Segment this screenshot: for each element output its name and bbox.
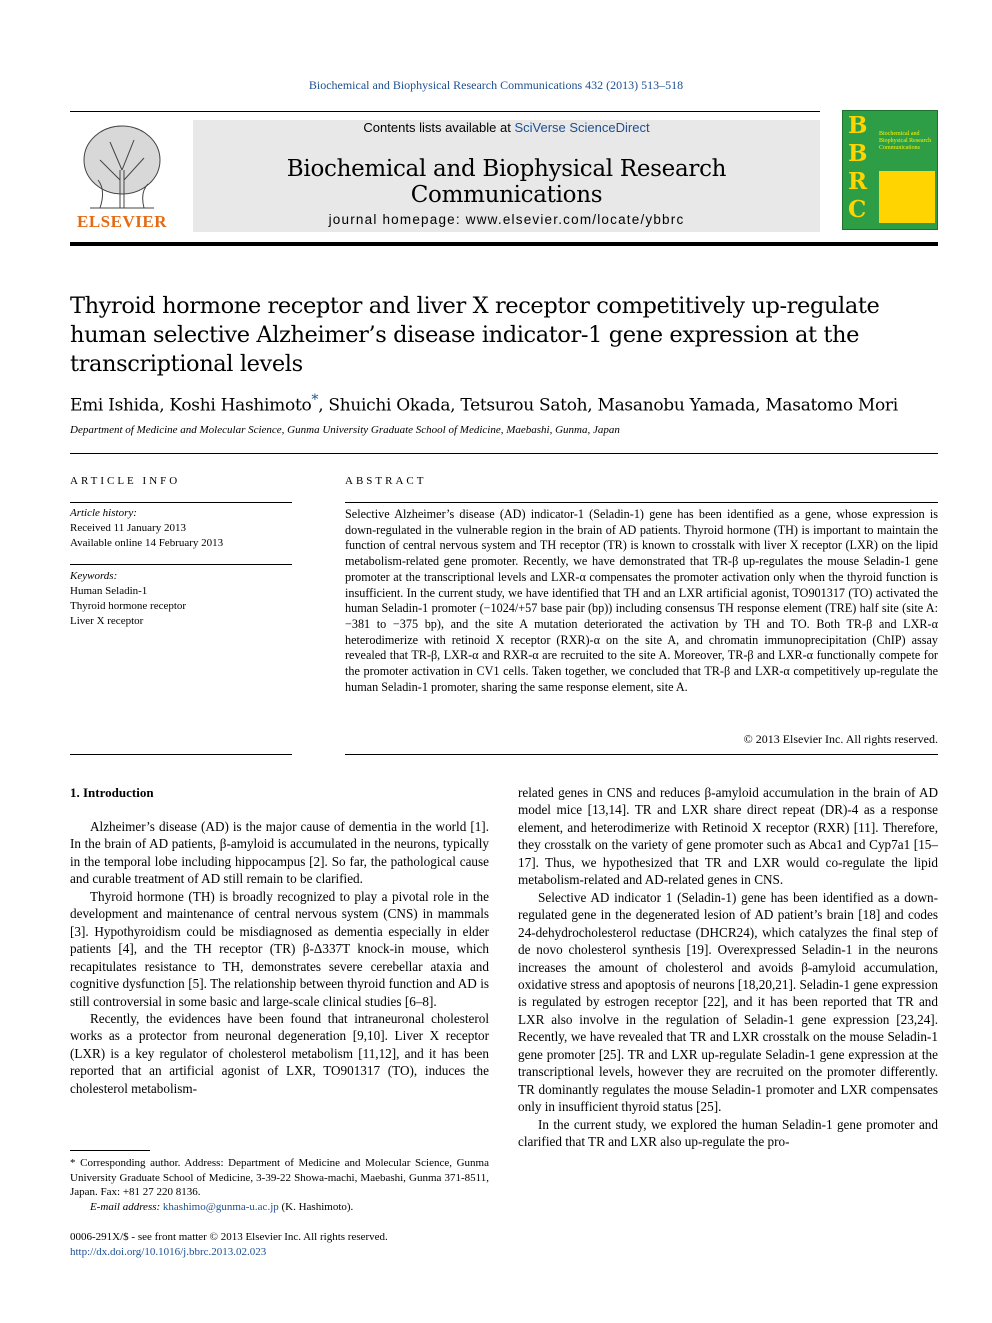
paragraph: Alzheimer’s disease (AD) is the major cause of dementia in the world [1]. In the brain of AD patients, β-amyloid is accumulated in the neurons, typically in the temporal lobe including hippocampus [2]. So far, the pathological cause and curable treatment of AD still remain to be clarified. [70,819,489,887]
received-date: Received 11 January 2013 [70,522,186,534]
section-rule [70,453,938,454]
info-rule [70,564,292,565]
keyword: Thyroid hormone receptor [70,600,187,612]
journal-cover-thumbnail[interactable] [842,110,938,230]
info-rule [70,754,292,755]
paragraph: Recently, the evidences have been found that intraneuronal cholesterol works as a protector from neuronal degeneration [9,10]. Liver X receptor (LXR) is a key regulator of cholesterol metabolism [11,12], and it has been reported that an artificial agonist of LXR, TO901317 (TO), induces the cholesterol metabolism- [70,1010,489,1096]
cover-letter: B [848,112,868,139]
doi-link[interactable]: http://dx.doi.org/10.1016/j.bbrc.2013.02.023 [70,1246,267,1258]
paragraph: Thyroid hormone (TH) is broadly recognized to play a pivotal role in the development and maintenance of central nervous system (CNS) in mammals [3]. Hypothyroidism could be misdiagnosed as dementia especially in elder patients [4], and the TH receptor (TR) β-Δ337T knock-in mouse, which recapitulates resistance to TH, demonstrates severe cerebellar ataxia and cognitive dysfunction [5]. The relationship between thyroid function and AD is still controversial in some basic and large-scale clinical studies [6–8]. [70,888,489,1009]
cover-letter: C [848,196,867,223]
history-label: Article history: [70,507,137,519]
paragraph: In the current study, we explored the human Seladin-1 gene promoter and clarified that TR and LXR also up-regulate the pro- [518,1116,938,1150]
section-heading: 1. Introduction [70,785,154,800]
authors-rest: , Shuichi Okada, Tetsurou Satoh, Masanobu Yamada, Masatomo Mori [318,395,898,416]
author-list [70,392,938,416]
copyright: © 2013 Elsevier Inc. All rights reserved. [743,732,938,746]
journal-title: Biochemical and Biophysical Research Communications [286,156,727,208]
contents-line [193,120,820,135]
keywords [70,569,292,629]
cover-image [879,171,935,223]
corresponding-footnote: * Corresponding author. Address: Department of Medicine and Molecular Science, Gunma University Graduate School of Medicine, 3-39-22 Showa-machi, Maebashi, Gunma 371-8511, Japan. Fax: +81 27 220 8136. [70,1157,489,1198]
issn-line: 0006-291X/$ - see front matter © 2013 Elsevier Inc. All rights reserved. [70,1231,388,1243]
footnote-rule [70,1150,150,1151]
article-title [70,292,890,379]
body-column-left [70,818,489,1097]
article-info-heading: ARTICLE INFO [70,475,181,487]
header-rule [70,111,820,112]
article-history [70,506,292,551]
elsevier-wordmark[interactable]: ELSEVIER [77,212,167,231]
running-header[interactable]: Biochemical and Biophysical Research Communications 432 (2013) 513–518 [308,78,684,92]
cover-letter: R [848,168,868,195]
email-label: E-mail address: [90,1201,163,1213]
email-suffix: (K. Hashimoto). [278,1201,354,1213]
abstract-rule [345,754,938,755]
paragraph: related genes in CNS and reduces β-amyloid accumulation in the brain of AD model mice [13,14]. TR and LXR share direct repeat (DR)-4 as a response element, and heterodimerize with Retinoid X receptor (RXR) [11]. Therefore, they crosstalk on the variety of gene promoter such as Abca1 and Cyp7a1 [15–17]. Thus, we hypothesized that TR and LXR would co-regulate the lipid metabolism-related and AD-related genes in CNS. [518,785,938,888]
title-line: Thyroid hormone receptor and liver X receptor competitively up-regulate [70,293,880,319]
paragraph: Selective AD indicator 1 (Seladin-1) gene has been identified as a down-regulated gene in the degenerated lesion of AD patient’s brain [18] and codes 24-dehydrocholesterol reductase (DHCR24), which catalyzes the final step of de novo cholesterol synthesis [19]. Overexpressed Seladin-1 in the neurons increases the amount of cholesterol and avoids β-amyloid accumulation, oxidative stress and apoptosis of neurons [18,20,21]. Seladin-1 gene expression is regulated by estrogen receptor [22], and it has been reported that TR and LXR also involve in the regulation of Seladin-1 gene expression [23,24]. Recently, we have revealed that TR and LXR crosstalk on the mouse Seladin-1 gene promoter [25]. TR and LXR up-regulate Seladin-1 gene expression at the transcriptional levels, however they are recruited on the promoter differently. TR dominantly regulates the mouse Seladin-1 promoter and LXR compensates only in insufficient thyroid status [25]. [518,889,938,1115]
email-footnote [90,1200,490,1215]
keyword: Liver X receptor [70,615,144,627]
abstract-heading: ABSTRACT [345,475,427,487]
info-rule [70,502,292,503]
journal-homepage [193,212,820,227]
sciencedirect-link[interactable]: SciVerse ScienceDirect [514,120,650,135]
online-date: Available online 14 February 2013 [70,537,224,549]
body-column-right [518,784,938,1151]
abstract-rule [345,502,938,503]
title-line: transcriptional levels [70,351,303,377]
authors-first: Emi Ishida, Koshi Hashimoto [70,395,312,416]
keyword: Human Seladin-1 [70,585,148,597]
homepage-prefix: journal homepage: [328,212,466,227]
cover-text: Biochemical and Biophysical Research Communications [879,131,932,151]
abstract-text: Selective Alzheimer’s disease (AD) indicator-1 (Seladin-1) gene has been identified as a gene, whose expression is down-regulated in the vulnerable region in the brain of AD patients. Thyroid hormone (TH) is important to maintain the function of central nervous system and TH receptor (TR) is known to crosstalk with liver X receptor (LXR) on the lipid metabolism-related gene promoter. Recently, we have demonstrated that TR-β up-regulates the mouse Seladin-1 gene promoter at the transcriptional levels and LXR-α compensates the promoter activation only when the thyroid function is insufficient. In the current study, we have identified that TH and an LXR artificial agonist, TO901317 (TO) activated the human Seladin-1 promoter (−1024/+57 base pair (bp)) including consensus TH response element (TRE) half site (site A: −381 to −375 bp), and the site A mutation deteriorated the activation by TH and TO. Both TR-β and LXR-α heterodimerize with retinoid X receptor (RXR)-α on the site A, and chromatin immunoprecipitation (ChIP) assay revealed that TR-β, LXR-α and RXR-α are recruited to the site A. Moreover, TR-β and LXR-α functionally compete for the promoter activation in CV1 cells. Taken together, we concluded that TR-β and LXR-α competitively up-regulate the human Seladin-1 promoter, sharing the same response element, site A. [345,507,938,694]
keywords-label: Keywords: [70,570,118,582]
corresponding-author-marker[interactable]: * [311,392,319,408]
masthead-rule [70,242,938,246]
homepage-url[interactable]: www.elsevier.com/locate/ybbrc [465,212,685,227]
cover-letter: B [848,140,868,167]
email-link[interactable]: khashimo@gunma-u.ac.jp [162,1201,279,1213]
title-line: human selective Alzheimer’s disease indicator-1 gene expression at the [70,322,860,348]
affiliation: Department of Medicine and Molecular Science, Gunma University Graduate School of Medicine, Maebashi, Gunma, Japan [70,424,620,436]
contents-prefix: Contents lists available at [363,120,515,135]
